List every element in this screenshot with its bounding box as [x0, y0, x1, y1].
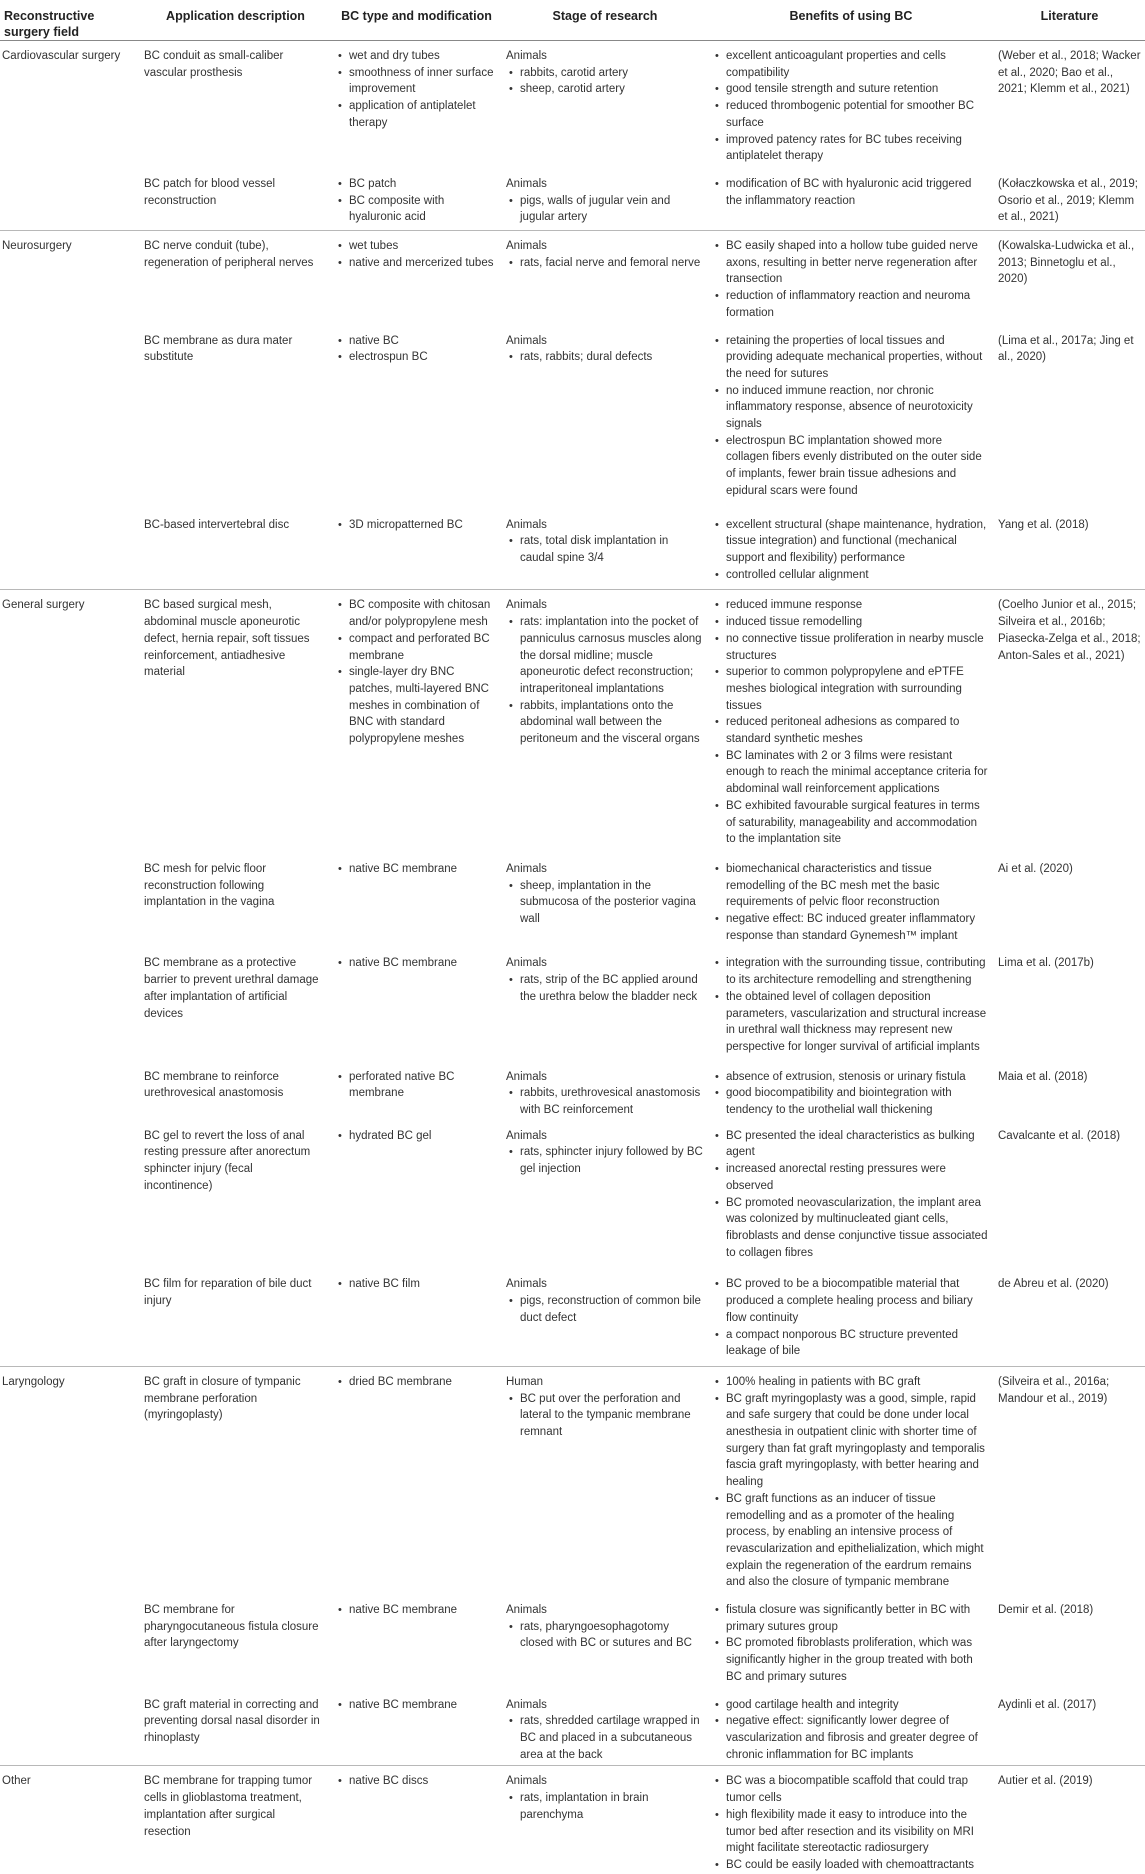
benefit-item: • BC proved to be a biocompatible material that produced a complete healing process and biliary flow continuity: [712, 1276, 988, 1326]
bc-type-list: [335, 1773, 498, 1790]
bc-type-cell: [331, 948, 502, 1061]
benefit-item: • excellent structural (shape maintenance, hydration, tissue integration) and functional (mechanical support and flexibility) performance: [712, 517, 988, 567]
header-literature: Literature: [1040, 9, 1099, 23]
stage-list: [506, 1713, 704, 1763]
bc-type-cell: [331, 590, 502, 854]
stage-cell: [502, 1269, 708, 1366]
stage-list: [506, 1293, 704, 1326]
stage-label: Animals: [506, 1775, 547, 1788]
benefit-list: [712, 48, 988, 165]
bc-type-cell: [331, 231, 502, 326]
application-description: BC patch for blood vessel reconstruction: [144, 177, 276, 207]
literature-reference: Maia et al. (2018): [998, 1070, 1088, 1083]
table-row: [0, 948, 1145, 1061]
benefit-item: • the obtained level of collagen deposition parameters, vascularization and structural increase in urethral wall thickness may represent new perspective for longer survival of artificial implants: [712, 989, 988, 1056]
benefits-cell: [708, 326, 994, 510]
benefit-item: • absence of extrusion, stenosis or urinary fistula: [712, 1069, 988, 1086]
application-cell: [140, 1690, 331, 1766]
literature-reference: Aydinli et al. (2017): [998, 1698, 1097, 1711]
literature-cell: [994, 1690, 1145, 1766]
table-row: [0, 510, 1145, 590]
benefit-item: • negative effect: BC induced greater inflammatory response than standard Gynemesh™ implant: [712, 911, 988, 944]
surgery-field: Other: [2, 1775, 31, 1788]
surgery-field: Neurosurgery: [2, 240, 72, 253]
literature-reference: Autier et al. (2019): [998, 1775, 1093, 1788]
bc-type-cell: [331, 326, 502, 510]
literature-reference: de Abreu et al. (2020): [998, 1278, 1109, 1291]
bc-type-item: • electrospun BC: [335, 349, 498, 366]
stage-cell: [502, 948, 708, 1061]
application-description: BC conduit as small-caliber vascular prosthesis: [144, 50, 284, 79]
application-description: BC membrane for pharyngocutaneous fistula closure after laryngectomy: [144, 1604, 319, 1650]
stage-label: Animals: [506, 1604, 547, 1617]
application-description: BC membrane as dura mater substitute: [144, 334, 293, 364]
benefit-item: • reduced peritoneal adhesions as compared to standard synthetic meshes: [712, 714, 988, 747]
table-row: [0, 1121, 1145, 1270]
table-row: [0, 1269, 1145, 1366]
benefit-item: • BC exhibited favourable surgical features in terms of saturability, manageability and accommodation to the implantation site: [712, 798, 988, 848]
application-cell: [140, 590, 331, 854]
application-cell: [140, 169, 331, 231]
stage-item: • rats, facial nerve and femoral nerve: [506, 255, 704, 272]
header-application: Application description: [166, 9, 305, 23]
bc-type-item: • compact and perforated BC membrane: [335, 631, 498, 664]
stage-list: [506, 65, 704, 98]
bc-type-item: • native BC membrane: [335, 1602, 498, 1619]
bc-type-cell: [331, 1366, 502, 1595]
stage-item: • rats, implantation in brain parenchyma: [506, 1790, 704, 1823]
stage-item: • rats, strip of the BC applied around the urethra below the bladder neck: [506, 972, 704, 1005]
benefit-item: • BC promoted fibroblasts proliferation, which was significantly higher in the group treated with both BC and primary sutures: [712, 1635, 988, 1685]
literature-reference: Demir et al. (2018): [998, 1604, 1094, 1617]
bc-type-cell: [331, 1595, 502, 1690]
bc-type-list: [335, 48, 498, 132]
bc-type-cell: [331, 510, 502, 590]
literature-cell: [994, 231, 1145, 326]
bc-type-cell: [331, 1766, 502, 1874]
benefit-item: • biomechanical characteristics and tissue remodelling of the BC mesh met the basic requirements of pelvic floor reconstruction: [712, 861, 988, 911]
benefit-item: • BC was a biocompatible scaffold that could trap tumor cells: [712, 1773, 988, 1806]
benefits-cell: [708, 1690, 994, 1766]
application-description: BC graft in closure of tympanic membrane perforation (myringoplasty): [144, 1375, 301, 1422]
benefit-item: • good biocompatibility and biointegration with tendency to the urothelial wall thickening: [712, 1085, 988, 1118]
benefit-item: • integration with the surrounding tissue, contributing to its architecture remodelling and strengthening: [712, 955, 988, 988]
header-bc-type: BC type and modification: [341, 9, 492, 23]
table-row: [0, 41, 1145, 169]
bc-type-list: [335, 1374, 498, 1391]
benefits-cell: [708, 231, 994, 326]
benefit-item: • good cartilage health and integrity: [712, 1697, 988, 1714]
benefits-cell: [708, 854, 994, 949]
surgery-field-cell: [0, 41, 140, 169]
table-row: [0, 1595, 1145, 1690]
stage-label: Animals: [506, 1129, 547, 1142]
bc-type-cell: [331, 1062, 502, 1121]
stage-label: Animals: [506, 50, 547, 62]
stage-list: [506, 1790, 704, 1823]
stage-item: • rabbits, urethrovesical anastomosis with BC reinforcement: [506, 1085, 704, 1118]
bc-type-item: • native BC film: [335, 1276, 498, 1293]
table-row: [0, 326, 1145, 510]
application-cell: [140, 510, 331, 590]
benefit-item: • BC laminates with 2 or 3 films were resistant enough to reach the minimal acceptance criteria for abdominal wall reinforcement applications: [712, 748, 988, 798]
table-row: [0, 854, 1145, 949]
benefit-list: [712, 1697, 988, 1764]
bc-type-item: • native and mercerized tubes: [335, 255, 498, 272]
stage-cell: [502, 1121, 708, 1270]
benefit-item: • negative effect: significantly lower degree of vascularization and fibrosis and greater degree of chronic inflammation for BC implants: [712, 1713, 988, 1763]
benefit-item: • BC graft myringoplasty was a good, simple, rapid and safe surgery that could be done under local anesthesia in outpatient clinic with shorter time of surgery than fat graft myringoplasty and temporalis fascia graft myringoplasty, with better hearing and healing: [712, 1391, 988, 1491]
application-cell: [140, 1269, 331, 1366]
benefit-item: • no induced immune reaction, nor chronic inflammatory response, absence of neurotoxicity signals: [712, 383, 988, 433]
literature-reference: (Silveira et al., 2016a; Mandour et al., 2019): [998, 1375, 1110, 1405]
stage-cell: [502, 1366, 708, 1595]
application-description: BC film for reparation of bile duct injury: [144, 1278, 312, 1308]
benefit-item: • reduced immune response: [712, 597, 988, 614]
stage-item: • pigs, walls of jugular vein and jugular artery: [506, 193, 704, 226]
benefit-item: • controlled cellular alignment: [712, 567, 988, 584]
literature-reference: Lima et al. (2017b): [998, 957, 1094, 970]
bc-type-item: • dried BC membrane: [335, 1374, 498, 1391]
application-cell: [140, 231, 331, 326]
benefit-list: [712, 1069, 988, 1119]
bc-type-list: [335, 176, 498, 226]
surgery-field-cell: [0, 1690, 140, 1766]
stage-item: • pigs, reconstruction of common bile duct defect: [506, 1293, 704, 1326]
stage-list: [506, 349, 704, 366]
stage-list: [506, 255, 704, 272]
stage-cell: [502, 1595, 708, 1690]
benefit-item: • retaining the properties of local tissues and providing adequate mechanical properties, without the need for sutures: [712, 333, 988, 383]
application-description: BC mesh for pelvic floor reconstruction following implantation in the vagina: [144, 862, 275, 909]
surgery-field-cell: [0, 326, 140, 510]
literature-cell: [994, 326, 1145, 510]
stage-item: • rats, pharyngoesophagotomy closed with BC or sutures and BC: [506, 1619, 704, 1652]
benefit-list: [712, 1276, 988, 1360]
bc-type-item: • single-layer dry BNC patches, multi-layered BNC meshes in combination of BNC with standard polypropylene meshes: [335, 664, 498, 748]
benefit-item: • fistula closure was significantly better in BC with primary sutures group: [712, 1602, 988, 1635]
benefit-item: • BC promoted neovascularization, the implant area was colonized by multinucleated giant cells, fibroblasts and dense conjunctive tissue associated to collagen fibres: [712, 1195, 988, 1262]
bc-type-list: [335, 1276, 498, 1293]
literature-reference: Ai et al. (2020): [998, 862, 1073, 875]
surgery-field-cell: [0, 1366, 140, 1595]
stage-item: • sheep, implantation in the submucosa of the posterior vagina wall: [506, 878, 704, 928]
bc-type-item: • hydrated BC gel: [335, 1128, 498, 1145]
benefits-cell: [708, 169, 994, 231]
application-description: BC membrane to reinforce urethrovesical anastomosis: [144, 1070, 284, 1100]
stage-cell: [502, 1766, 708, 1874]
benefits-cell: [708, 41, 994, 169]
stage-item: • rabbits, carotid artery: [506, 65, 704, 82]
benefit-item: • reduction of inflammatory reaction and neuroma formation: [712, 288, 988, 321]
benefit-list: [712, 238, 988, 322]
surgery-field-cell: [0, 1062, 140, 1121]
application-cell: [140, 1062, 331, 1121]
stage-label: Animals: [506, 599, 547, 612]
header-stage: Stage of research: [552, 9, 658, 23]
surgery-field-cell: [0, 1766, 140, 1874]
application-cell: [140, 1121, 331, 1270]
benefit-list: [712, 333, 988, 500]
bc-type-cell: [331, 1690, 502, 1766]
application-description: BC gel to revert the loss of anal resting pressure after anorectum sphincter injury (fecal incontinence): [144, 1129, 311, 1192]
surgery-field: Cardiovascular surgery: [2, 50, 121, 62]
bc-type-cell: [331, 1121, 502, 1270]
benefit-list: [712, 597, 988, 848]
bc-type-cell: [331, 169, 502, 231]
stage-list: [506, 533, 704, 566]
literature-reference: (Kołaczkowska et al., 2019; Osorio et al., 2019; Klemm et al., 2021): [998, 177, 1138, 224]
bc-type-item: • native BC membrane: [335, 955, 498, 972]
benefits-cell: [708, 948, 994, 1061]
bc-type-cell: [331, 41, 502, 169]
stage-item: • rats, total disk implantation in caudal spine 3/4: [506, 533, 704, 566]
benefit-item: • a compact nonporous BC structure prevented leakage of bile: [712, 1327, 988, 1360]
header-field: Reconstructive surgery field: [4, 9, 95, 39]
stage-list: [506, 1085, 704, 1118]
table-row: [0, 1366, 1145, 1595]
application-description: BC membrane as a protective barrier to prevent urethral damage after implantation of artificial devices: [144, 957, 319, 1020]
literature-reference: (Weber et al., 2018; Wacker et al., 2020; Bao et al., 2021; Klemm et al., 2021): [998, 50, 1141, 96]
literature-cell: [994, 169, 1145, 231]
literature-reference: (Lima et al., 2017a; Jing et al., 2020): [998, 334, 1134, 364]
literature-cell: [994, 948, 1145, 1061]
stage-list: [506, 1144, 704, 1177]
application-cell: [140, 1595, 331, 1690]
benefit-item: • BC presented the ideal characteristics as bulking agent: [712, 1128, 988, 1161]
benefits-cell: [708, 1062, 994, 1121]
literature-cell: [994, 1269, 1145, 1366]
table-row: [0, 231, 1145, 326]
bc-type-item: • smoothness of inner surface improvement: [335, 65, 498, 98]
bc-type-item: • BC patch: [335, 176, 498, 193]
benefit-item: • BC could be easily loaded with chemoattractants: [712, 1857, 988, 1874]
stage-list: [506, 972, 704, 1005]
table-body: [0, 41, 1145, 1874]
table-row: [0, 1690, 1145, 1766]
stage-cell: [502, 590, 708, 854]
stage-item: • rats, rabbits; dural defects: [506, 349, 704, 366]
stage-list: [506, 193, 704, 226]
literature-reference: (Kowalska-Ludwicka et al., 2013; Binnetoglu et al., 2020): [998, 240, 1135, 286]
literature-cell: [994, 1062, 1145, 1121]
benefits-cell: [708, 1595, 994, 1690]
benefit-item: • improved patency rates for BC tubes receiving antiplatelet therapy: [712, 132, 988, 165]
surgery-field-cell: [0, 854, 140, 949]
surgery-field-cell: [0, 1269, 140, 1366]
benefit-item: • excellent anticoagulant properties and cells compatibility: [712, 48, 988, 81]
application-description: BC graft material in correcting and preventing dorsal nasal disorder in rhinoplasty: [144, 1698, 320, 1744]
stage-cell: [502, 510, 708, 590]
stage-cell: [502, 854, 708, 949]
stage-label: Animals: [506, 957, 547, 970]
benefit-item: • 100% healing in patients with BC graft: [712, 1374, 988, 1391]
literature-cell: [994, 510, 1145, 590]
bc-type-list: [335, 517, 498, 534]
stage-label: Human: [506, 1375, 544, 1388]
literature-cell: [994, 854, 1145, 949]
application-description: BC-based intervertebral disc: [144, 518, 290, 531]
application-description: BC membrane for trapping tumor cells in glioblastoma treatment, implantation after surgical resection: [144, 1775, 313, 1838]
surgery-field-cell: [0, 231, 140, 326]
stage-item: • BC put over the perforation and lateral to the tympanic membrane remnant: [506, 1391, 704, 1441]
stage-cell: [502, 1690, 708, 1766]
benefit-list: [712, 1128, 988, 1262]
benefit-item: • high flexibility made it easy to introduce into the tumor bed after resection and its visibility on MRI might facilitate stereotactic radiosurgery: [712, 1807, 988, 1857]
bc-type-cell: [331, 1269, 502, 1366]
bc-type-list: [335, 1697, 498, 1714]
stage-label: Animals: [506, 1070, 547, 1083]
literature-cell: [994, 1366, 1145, 1595]
stage-list: [506, 1391, 704, 1441]
literature-cell: [994, 590, 1145, 854]
surgery-field: Laryngology: [2, 1375, 65, 1388]
literature-cell: [994, 1121, 1145, 1270]
surgery-field-cell: [0, 510, 140, 590]
bc-type-item: • wet and dry tubes: [335, 48, 498, 65]
benefit-item: • no connective tissue proliferation in nearby muscle structures: [712, 631, 988, 664]
bc-type-list: [335, 597, 498, 747]
benefit-item: • modification of BC with hyaluronic acid triggered the inflammatory reaction: [712, 176, 988, 209]
benefit-item: • induced tissue remodelling: [712, 614, 988, 631]
stage-cell: [502, 1062, 708, 1121]
stage-list: [506, 614, 704, 748]
bc-type-item: • BC composite with hyaluronic acid: [335, 193, 498, 226]
literature-cell: [994, 41, 1145, 169]
stage-label: Animals: [506, 240, 547, 253]
stage-cell: [502, 326, 708, 510]
benefit-item: • reduced thrombogenic potential for smoother BC surface: [712, 98, 988, 131]
bc-type-list: [335, 1128, 498, 1145]
bc-type-item: • BC composite with chitosan and/or polypropylene mesh: [335, 597, 498, 630]
benefit-item: • superior to common polypropylene and ePTFE meshes biological integration with surrounding tissues: [712, 664, 988, 714]
benefits-cell: [708, 1766, 994, 1874]
bc-type-list: [335, 333, 498, 366]
benefit-item: • BC easily shaped into a hollow tube guided nerve axons, resulting in better nerve regeneration after transection: [712, 238, 988, 288]
bc-type-item: • perforated native BC membrane: [335, 1069, 498, 1102]
literature-reference: Cavalcante et al. (2018): [998, 1129, 1121, 1142]
bc-type-item: • native BC: [335, 333, 498, 350]
bc-type-item: • 3D micropatterned BC: [335, 517, 498, 534]
application-cell: [140, 854, 331, 949]
benefit-list: [712, 955, 988, 1055]
stage-cell: [502, 231, 708, 326]
table-row: [0, 590, 1145, 854]
literature-cell: [994, 1595, 1145, 1690]
stage-list: [506, 878, 704, 928]
benefits-cell: [708, 510, 994, 590]
stage-list: [506, 1619, 704, 1652]
stage-label: Animals: [506, 177, 547, 190]
table-row: [0, 1766, 1145, 1874]
table-header: [0, 0, 1145, 41]
bc-type-item: • native BC membrane: [335, 1697, 498, 1714]
benefit-list: [712, 176, 988, 209]
stage-cell: [502, 41, 708, 169]
bc-type-list: [335, 238, 498, 271]
surgery-field-cell: [0, 1595, 140, 1690]
benefits-cell: [708, 1366, 994, 1595]
benefits-cell: [708, 1121, 994, 1270]
literature-reference: Yang et al. (2018): [998, 518, 1089, 531]
surgery-field-cell: [0, 169, 140, 231]
surgery-field-cell: [0, 1121, 140, 1270]
bc-type-list: [335, 1069, 498, 1102]
benefits-cell: [708, 1269, 994, 1366]
application-cell: [140, 41, 331, 169]
benefit-list: [712, 861, 988, 945]
application-description: BC based surgical mesh, abdominal muscle aponeurotic defect, hernia repair, soft tissues reinforcement, antiadhesive material: [144, 599, 310, 679]
bc-type-item: • wet tubes: [335, 238, 498, 255]
application-description: BC nerve conduit (tube), regeneration of peripheral nerves: [144, 240, 314, 269]
application-cell: [140, 1366, 331, 1595]
stage-label: Animals: [506, 1698, 547, 1711]
surgery-field: General surgery: [2, 599, 85, 612]
bc-type-item: • application of antiplatelet therapy: [335, 98, 498, 131]
stage-label: Animals: [506, 1278, 547, 1291]
stage-label: Animals: [506, 518, 547, 531]
benefit-item: • electrospun BC implantation showed more collagen fibers evenly distributed on the outer side of implants, fewer brain tissue adhesions and epidural scars were found: [712, 433, 988, 500]
stage-item: • rats: implantation into the pocket of panniculus carnosus muscles along the dorsal midline; muscle aponeurotic defect reconstruction; intraperitoneal implantations: [506, 614, 704, 698]
stage-cell: [502, 169, 708, 231]
benefit-list: [712, 1374, 988, 1591]
stage-label: Animals: [506, 862, 547, 875]
bc-type-cell: [331, 854, 502, 949]
benefits-cell: [708, 590, 994, 854]
surgery-field-cell: [0, 590, 140, 854]
bc-type-item: • native BC discs: [335, 1773, 498, 1790]
application-cell: [140, 948, 331, 1061]
stage-label: Animals: [506, 334, 547, 347]
surgery-field-cell: [0, 948, 140, 1061]
application-cell: [140, 1766, 331, 1874]
benefit-list: [712, 1773, 988, 1873]
bc-type-item: • native BC membrane: [335, 861, 498, 878]
benefit-list: [712, 517, 988, 584]
literature-reference: (Coelho Junior et al., 2015; Silveira et al., 2016b; Piasecka-Zelga et al., 2018; Anton-Sales et al., 2021): [998, 599, 1141, 662]
bc-type-list: [335, 1602, 498, 1619]
bc-type-list: [335, 955, 498, 972]
benefit-item: • increased anorectal resting pressures were observed: [712, 1161, 988, 1194]
bc-type-list: [335, 861, 498, 878]
benefit-item: • BC graft functions as an inducer of tissue remodelling and as a promoter of the healing process, by enabling an intensive process of revascularization and epithelialization, which might explain the regeneration of the eardrum remains and also the closure of tympanic membrane: [712, 1491, 988, 1591]
benefit-item: • good tensile strength and suture retention: [712, 81, 988, 98]
stage-item: • rats, shredded cartilage wrapped in BC and placed in a subcutaneous area at the back: [506, 1713, 704, 1763]
table-row: [0, 169, 1145, 231]
literature-cell: [994, 1766, 1145, 1874]
stage-item: • rabbits, implantations onto the abdominal wall between the peritoneum and the visceral organs: [506, 698, 704, 748]
application-cell: [140, 326, 331, 510]
table-row: [0, 1062, 1145, 1121]
stage-item: • rats, sphincter injury followed by BC gel injection: [506, 1144, 704, 1177]
header-benefits: Benefits of using BC: [789, 9, 913, 23]
benefit-list: [712, 1602, 988, 1686]
stage-item: • sheep, carotid artery: [506, 81, 704, 98]
